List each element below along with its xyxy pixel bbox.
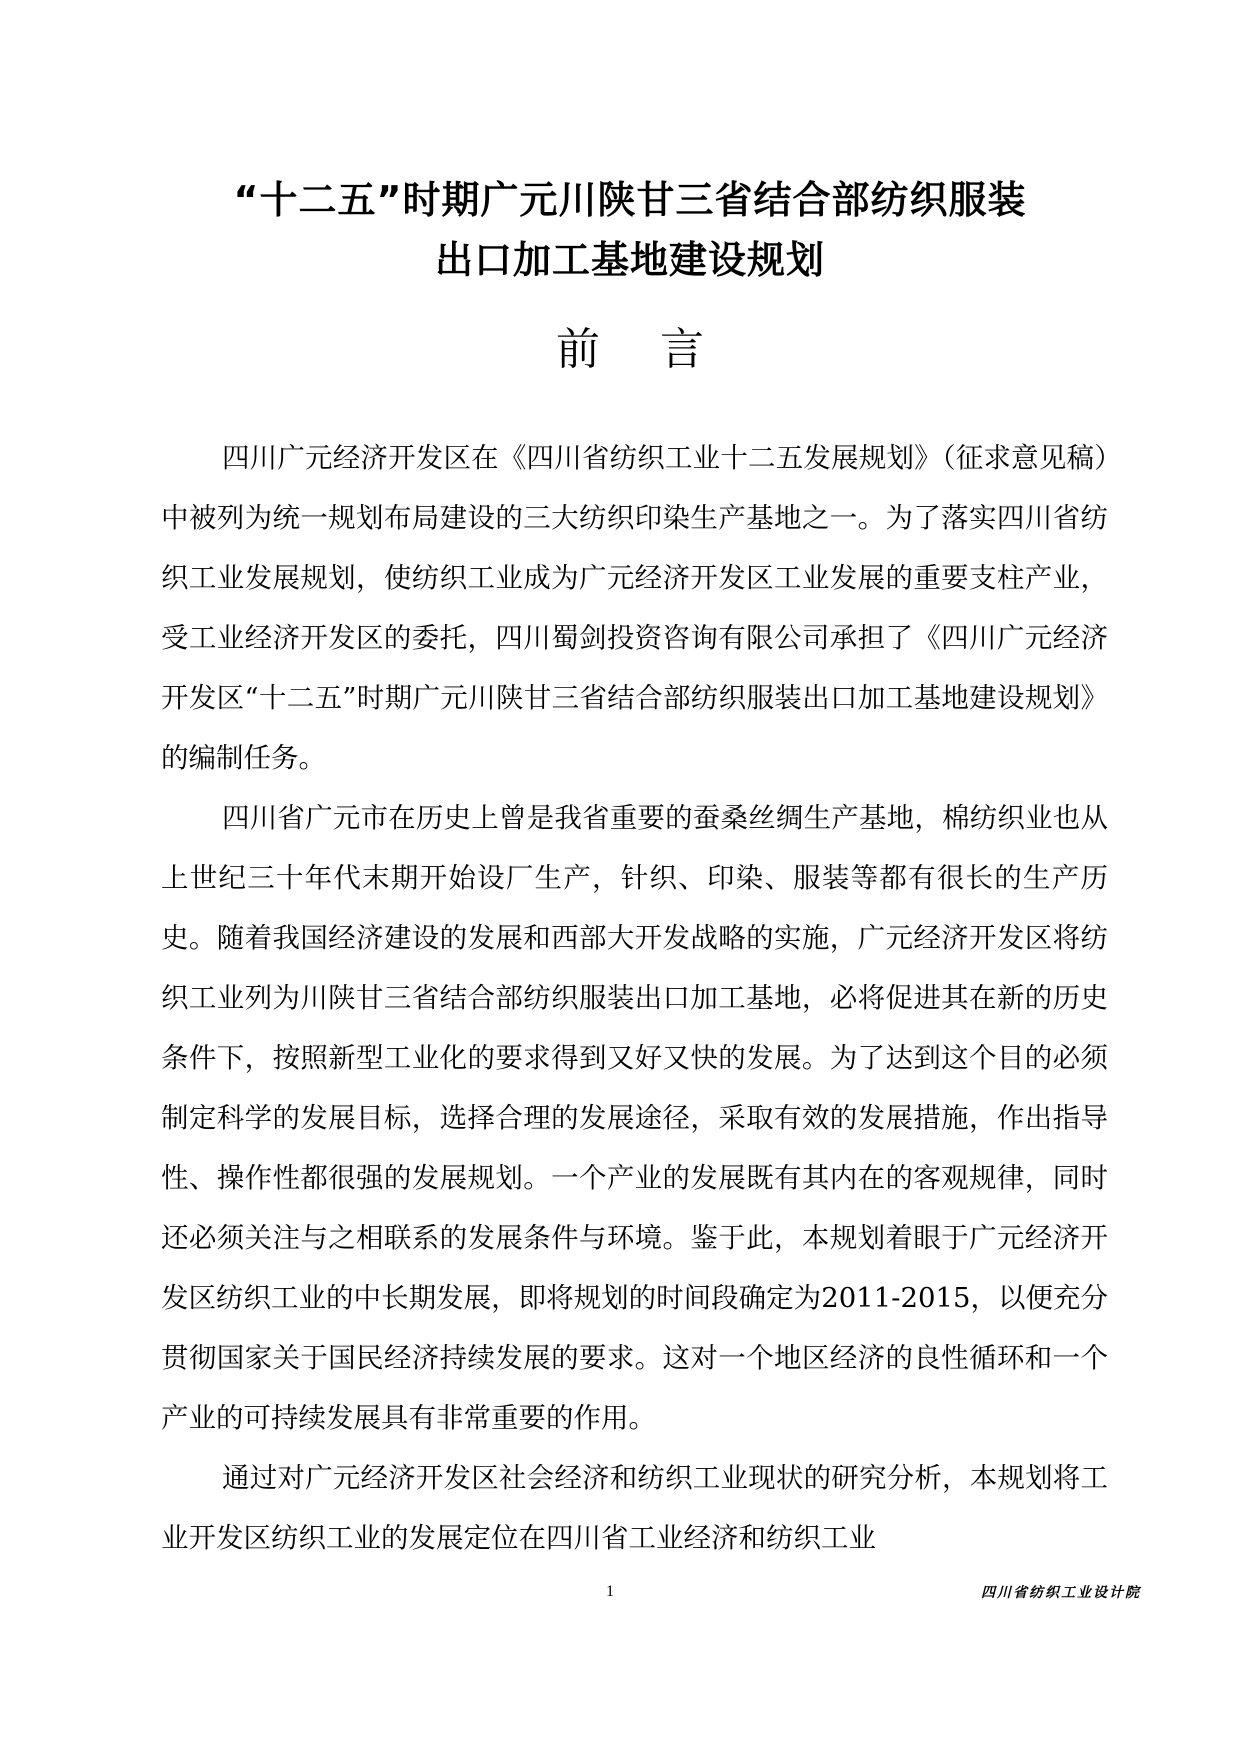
paragraph-1: 四川广元经济开发区在《四川省纺织工业十二五发展规划》（征求意见稿）中被列为统一规划布局建设的三大纺织印染生产基地之一。为了落实四川省纺织工业发展规划，使纺织工业成为广元经济开发区工业发展的重要支柱产业，受工业经济开发区的委托，四川蜀剑投资咨询有限公司承担了《四川广元经济开发区“十二五”时期广元川陕甘三省结合部纺织服装出口加工基地建设规划》的编制任务。 [161,442,1108,774]
page-number: 1 [606,1583,614,1600]
section-heading: 前言 [556,324,764,375]
footer-organization: 四川省纺织工业设计院 [981,1585,1141,1601]
document-title [150,170,1110,290]
title-line-1: “十二五”时期广元川陕甘三省结合部纺织服装 [233,178,1027,222]
paragraph-3: 通过对广元经济开发区社会经济和纺织工业现状的研究分析，本规划将工业开发区纺织工业的发展定位在四川省工业经济和纺织工业 [161,1462,1108,1554]
title-line-2: 出口加工基地建设规划 [434,238,825,282]
paragraph-2: 四川省广元市在历史上曾是我省重要的蚕桑丝绸生产基地，棉纺织业也从上世纪三十年代末期开始设厂生产，针织、印染、服装等都有很长的生产历史。随着我国经济建设的发展和西部大开发战略的实施，广元经济开发区将纺织工业列为川陕甘三省结合部纺织服装出口加工基地，必将促进其在新的历史条件下，按照新型工业化的要求得到又好又快的发展。为了达到这个目的必须制定科学的发展目标，选择合理的发展途径，采取有效的发展措施，作出指导性、操作性都很强的发展规划。一个产业的发展既有其内在的客观规律，同时还必须关注与之相联系的发展条件与环境。鉴于此，本规划着眼于广元经济开发区纺织工业的中长期发展，即将规划的时间段确定为2011-2015，以便充分贯彻国家关于国民经济持续发展的要求。这对一个地区经济的良性循环和一个产业的可持续发展具有非常重要的作用。 [161,802,1108,1434]
body-text [161,428,1108,1568]
